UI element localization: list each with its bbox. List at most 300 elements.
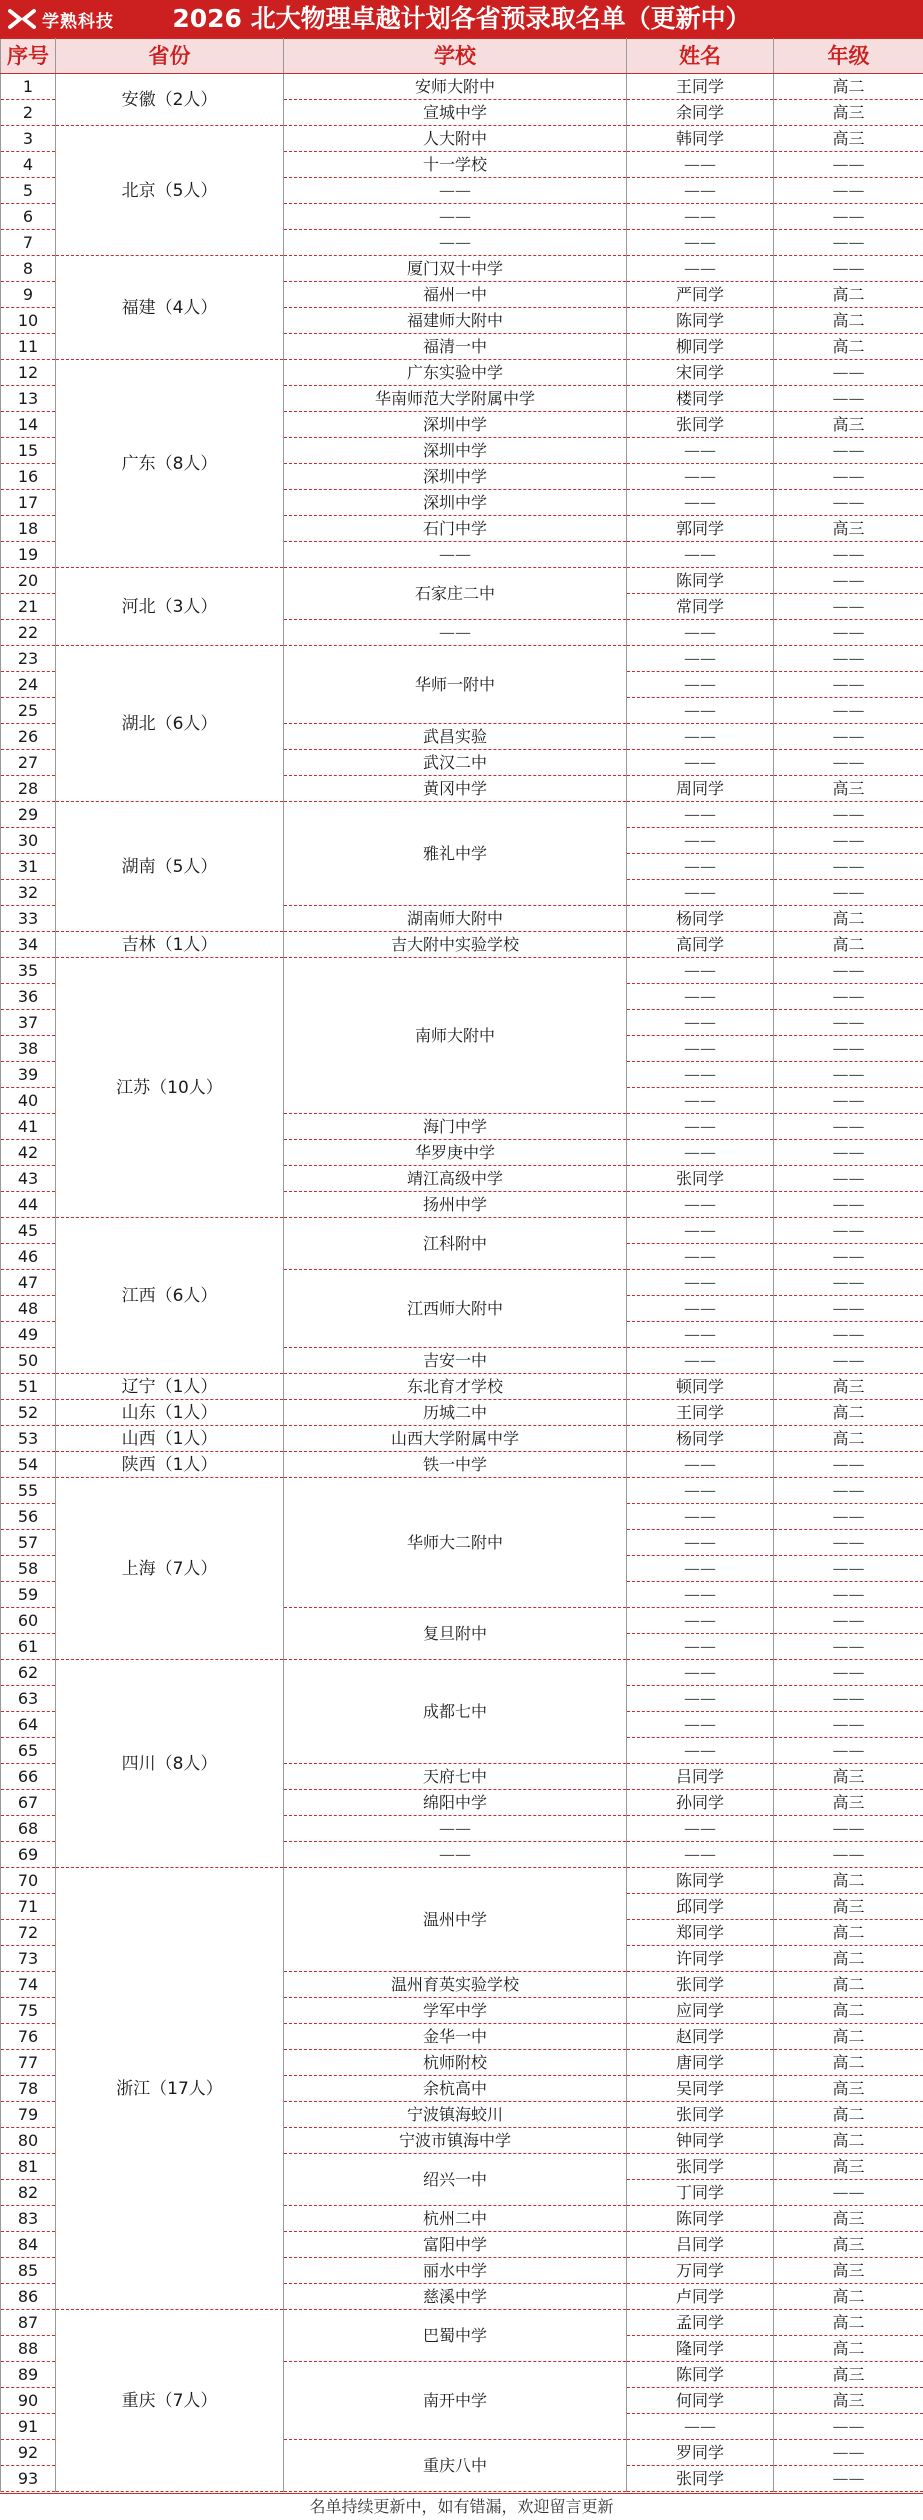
student-name-cell: —— bbox=[627, 1010, 774, 1036]
student-name-cell: —— bbox=[627, 1530, 774, 1556]
seq-cell: 7 bbox=[1, 230, 56, 256]
student-name-cell: 何同学 bbox=[627, 2388, 774, 2414]
school-cell: 人大附中 bbox=[284, 126, 627, 152]
grade-cell: 高二 bbox=[774, 308, 923, 334]
school-cell: 石门中学 bbox=[284, 516, 627, 542]
grade-cell: —— bbox=[774, 698, 923, 724]
student-name-cell: —— bbox=[627, 880, 774, 906]
school-cell: 华师大二附中 bbox=[284, 1478, 627, 1608]
seq-cell: 62 bbox=[1, 1660, 56, 1686]
student-name-cell: 吴同学 bbox=[627, 2076, 774, 2102]
table-row bbox=[1, 1452, 923, 1478]
seq-cell: 21 bbox=[1, 594, 56, 620]
page-header bbox=[0, 0, 923, 38]
student-name-cell: 丁同学 bbox=[627, 2180, 774, 2206]
grade-cell: —— bbox=[774, 2440, 923, 2466]
grade-cell: —— bbox=[774, 490, 923, 516]
table-row bbox=[1, 126, 923, 152]
seq-cell: 10 bbox=[1, 308, 56, 334]
student-name-cell: —— bbox=[627, 646, 774, 672]
student-name-cell: —— bbox=[627, 1608, 774, 1634]
table-row bbox=[1, 958, 923, 984]
student-name-cell: 郭同学 bbox=[627, 516, 774, 542]
seq-cell: 8 bbox=[1, 256, 56, 282]
grade-cell: 高三 bbox=[774, 1790, 923, 1816]
seq-cell: 43 bbox=[1, 1166, 56, 1192]
student-name-cell: —— bbox=[627, 1582, 774, 1608]
brand-logo bbox=[0, 7, 188, 32]
school-cell: 厦门双十中学 bbox=[284, 256, 627, 282]
seq-cell: 82 bbox=[1, 2180, 56, 2206]
student-name-cell: —— bbox=[627, 750, 774, 776]
seq-cell: 67 bbox=[1, 1790, 56, 1816]
seq-cell: 72 bbox=[1, 1920, 56, 1946]
school-cell: 华南师范大学附属中学 bbox=[284, 386, 627, 412]
seq-cell: 24 bbox=[1, 672, 56, 698]
student-name-cell: —— bbox=[627, 230, 774, 256]
seq-cell: 58 bbox=[1, 1556, 56, 1582]
seq-cell: 12 bbox=[1, 360, 56, 386]
province-cell: 吉林（1人） bbox=[56, 932, 284, 958]
student-name-cell: —— bbox=[627, 1270, 774, 1296]
seq-cell: 70 bbox=[1, 1868, 56, 1894]
grade-cell: —— bbox=[774, 724, 923, 750]
seq-cell: 84 bbox=[1, 2232, 56, 2258]
seq-cell: 83 bbox=[1, 2206, 56, 2232]
seq-cell: 5 bbox=[1, 178, 56, 204]
student-name-cell: 杨同学 bbox=[627, 1426, 774, 1452]
grade-cell: —— bbox=[774, 750, 923, 776]
school-cell: 广东实验中学 bbox=[284, 360, 627, 386]
seq-cell: 3 bbox=[1, 126, 56, 152]
seq-cell: 37 bbox=[1, 1010, 56, 1036]
student-name-cell: 罗同学 bbox=[627, 2440, 774, 2466]
school-cell: 华师一附中 bbox=[284, 646, 627, 724]
student-name-cell: —— bbox=[627, 178, 774, 204]
grade-cell: —— bbox=[774, 802, 923, 828]
school-cell: 复旦附中 bbox=[284, 1608, 627, 1660]
school-cell: 重庆八中 bbox=[284, 2440, 627, 2492]
school-cell: 慈溪中学 bbox=[284, 2284, 627, 2310]
grade-cell: 高三 bbox=[774, 2154, 923, 2180]
school-cell: 成都七中 bbox=[284, 1660, 627, 1764]
province-cell: 河北（3人） bbox=[56, 568, 284, 646]
student-name-cell: 张同学 bbox=[627, 1166, 774, 1192]
seq-cell: 47 bbox=[1, 1270, 56, 1296]
student-name-cell: 许同学 bbox=[627, 1946, 774, 1972]
student-name-cell: 周同学 bbox=[627, 776, 774, 802]
seq-cell: 4 bbox=[1, 152, 56, 178]
student-name-cell: —— bbox=[627, 204, 774, 230]
grade-cell: —— bbox=[774, 1348, 923, 1374]
grade-cell: —— bbox=[774, 1634, 923, 1660]
seq-cell: 93 bbox=[1, 2466, 56, 2492]
student-name-cell: 张同学 bbox=[627, 2154, 774, 2180]
grade-cell: —— bbox=[774, 1218, 923, 1244]
student-name-cell: —— bbox=[627, 828, 774, 854]
school-cell: 十一学校 bbox=[284, 152, 627, 178]
student-name-cell: —— bbox=[627, 984, 774, 1010]
grade-cell: —— bbox=[774, 1556, 923, 1582]
grade-cell: —— bbox=[774, 1842, 923, 1868]
grade-cell: —— bbox=[774, 1114, 923, 1140]
student-name-cell: —— bbox=[627, 1062, 774, 1088]
grade-cell: —— bbox=[774, 1140, 923, 1166]
school-cell: 雅礼中学 bbox=[284, 802, 627, 906]
grade-cell: —— bbox=[774, 1062, 923, 1088]
province-cell: 安徽（2人） bbox=[56, 74, 284, 126]
student-name-cell: 郑同学 bbox=[627, 1920, 774, 1946]
school-cell: 吉安一中 bbox=[284, 1348, 627, 1374]
student-name-cell: —— bbox=[627, 1114, 774, 1140]
school-cell: 黄冈中学 bbox=[284, 776, 627, 802]
grade-cell: —— bbox=[774, 1036, 923, 1062]
school-cell: 丽水中学 bbox=[284, 2258, 627, 2284]
table-body bbox=[1, 74, 923, 2492]
grade-cell: —— bbox=[774, 1816, 923, 1842]
grade-cell: —— bbox=[774, 1088, 923, 1114]
school-cell: 宁波市镇海中学 bbox=[284, 2128, 627, 2154]
grade-cell: —— bbox=[774, 1452, 923, 1478]
seq-cell: 38 bbox=[1, 1036, 56, 1062]
grade-cell: 高三 bbox=[774, 2206, 923, 2232]
table-row bbox=[1, 932, 923, 958]
brand-name: 学熟科技 bbox=[42, 7, 114, 32]
grade-cell: —— bbox=[774, 438, 923, 464]
seq-cell: 76 bbox=[1, 2024, 56, 2050]
table-row bbox=[1, 802, 923, 828]
seq-cell: 13 bbox=[1, 386, 56, 412]
student-name-cell: —— bbox=[627, 672, 774, 698]
seq-cell: 85 bbox=[1, 2258, 56, 2284]
student-name-cell: —— bbox=[627, 464, 774, 490]
student-name-cell: —— bbox=[627, 256, 774, 282]
province-cell: 陕西（1人） bbox=[56, 1452, 284, 1478]
student-name-cell: 陈同学 bbox=[627, 1868, 774, 1894]
table-row bbox=[1, 1426, 923, 1452]
school-cell: 深圳中学 bbox=[284, 464, 627, 490]
grade-cell: —— bbox=[774, 1296, 923, 1322]
student-name-cell: —— bbox=[627, 1244, 774, 1270]
grade-cell: —— bbox=[774, 360, 923, 386]
seq-cell: 31 bbox=[1, 854, 56, 880]
seq-cell: 40 bbox=[1, 1088, 56, 1114]
student-name-cell: 吕同学 bbox=[627, 1764, 774, 1790]
student-name-cell: —— bbox=[627, 698, 774, 724]
brand-mark-icon bbox=[8, 8, 36, 30]
seq-cell: 14 bbox=[1, 412, 56, 438]
student-name-cell: —— bbox=[627, 1660, 774, 1686]
student-name-cell: 吕同学 bbox=[627, 2232, 774, 2258]
school-cell: 东北育才学校 bbox=[284, 1374, 627, 1400]
student-name-cell: —— bbox=[627, 854, 774, 880]
seq-cell: 71 bbox=[1, 1894, 56, 1920]
student-name-cell: 常同学 bbox=[627, 594, 774, 620]
table-row bbox=[1, 74, 923, 100]
seq-cell: 89 bbox=[1, 2362, 56, 2388]
seq-cell: 87 bbox=[1, 2310, 56, 2336]
table-row bbox=[1, 568, 923, 594]
seq-cell: 15 bbox=[1, 438, 56, 464]
table-row bbox=[1, 1868, 923, 1894]
table-row bbox=[1, 1218, 923, 1244]
province-cell: 重庆（7人） bbox=[56, 2310, 284, 2492]
province-cell: 福建（4人） bbox=[56, 256, 284, 360]
seq-cell: 28 bbox=[1, 776, 56, 802]
table-row bbox=[1, 256, 923, 282]
seq-cell: 75 bbox=[1, 1998, 56, 2024]
school-cell: 温州育英实验学校 bbox=[284, 1972, 627, 1998]
grade-cell: —— bbox=[774, 828, 923, 854]
seq-cell: 65 bbox=[1, 1738, 56, 1764]
grade-cell: 高二 bbox=[774, 1426, 923, 1452]
grade-cell: 高二 bbox=[774, 282, 923, 308]
grade-cell: —— bbox=[774, 386, 923, 412]
seq-cell: 19 bbox=[1, 542, 56, 568]
grade-cell: 高三 bbox=[774, 2232, 923, 2258]
school-cell: 绵阳中学 bbox=[284, 1790, 627, 1816]
student-name-cell: —— bbox=[627, 1842, 774, 1868]
grade-cell: —— bbox=[774, 1608, 923, 1634]
seq-cell: 27 bbox=[1, 750, 56, 776]
school-cell: 铁一中学 bbox=[284, 1452, 627, 1478]
province-cell: 江苏（10人） bbox=[56, 958, 284, 1218]
table-row bbox=[1, 1478, 923, 1504]
seq-cell: 74 bbox=[1, 1972, 56, 1998]
grade-cell: 高二 bbox=[774, 334, 923, 360]
student-name-cell: 万同学 bbox=[627, 2258, 774, 2284]
seq-cell: 20 bbox=[1, 568, 56, 594]
grade-cell: 高二 bbox=[774, 2102, 923, 2128]
province-cell: 北京（5人） bbox=[56, 126, 284, 256]
student-name-cell: 严同学 bbox=[627, 282, 774, 308]
seq-cell: 64 bbox=[1, 1712, 56, 1738]
student-name-cell: 高同学 bbox=[627, 932, 774, 958]
seq-cell: 48 bbox=[1, 1296, 56, 1322]
grade-cell: 高三 bbox=[774, 2362, 923, 2388]
student-name-cell: 赵同学 bbox=[627, 2024, 774, 2050]
student-name-cell: 应同学 bbox=[627, 1998, 774, 2024]
student-name-cell: 陈同学 bbox=[627, 568, 774, 594]
student-name-cell: 张同学 bbox=[627, 2102, 774, 2128]
school-cell: 南师大附中 bbox=[284, 958, 627, 1114]
seq-cell: 42 bbox=[1, 1140, 56, 1166]
school-cell: —— bbox=[284, 620, 627, 646]
grade-cell: 高三 bbox=[774, 2258, 923, 2284]
school-cell: 南开中学 bbox=[284, 2362, 627, 2440]
grade-cell: —— bbox=[774, 880, 923, 906]
student-name-cell: 隆同学 bbox=[627, 2336, 774, 2362]
student-name-cell: —— bbox=[627, 1192, 774, 1218]
grade-cell: 高二 bbox=[774, 2050, 923, 2076]
grade-cell: —— bbox=[774, 1504, 923, 1530]
seq-cell: 39 bbox=[1, 1062, 56, 1088]
student-name-cell: —— bbox=[627, 958, 774, 984]
school-cell: 巴蜀中学 bbox=[284, 2310, 627, 2362]
grade-cell: 高三 bbox=[774, 100, 923, 126]
column-header-school: 学校 bbox=[284, 39, 627, 74]
school-cell: 富阳中学 bbox=[284, 2232, 627, 2258]
school-cell: 福清一中 bbox=[284, 334, 627, 360]
student-name-cell: —— bbox=[627, 1036, 774, 1062]
student-name-cell: —— bbox=[627, 1686, 774, 1712]
school-cell: 宣城中学 bbox=[284, 100, 627, 126]
student-name-cell: 张同学 bbox=[627, 1972, 774, 1998]
seq-cell: 56 bbox=[1, 1504, 56, 1530]
school-cell: 湖南师大附中 bbox=[284, 906, 627, 932]
grade-cell: —— bbox=[774, 464, 923, 490]
student-name-cell: 宋同学 bbox=[627, 360, 774, 386]
seq-cell: 29 bbox=[1, 802, 56, 828]
seq-cell: 49 bbox=[1, 1322, 56, 1348]
seq-cell: 60 bbox=[1, 1608, 56, 1634]
seq-cell: 22 bbox=[1, 620, 56, 646]
grade-cell: 高三 bbox=[774, 126, 923, 152]
province-cell: 湖北（6人） bbox=[56, 646, 284, 802]
student-name-cell: 孙同学 bbox=[627, 1790, 774, 1816]
province-cell: 广东（8人） bbox=[56, 360, 284, 568]
school-cell: 天府七中 bbox=[284, 1764, 627, 1790]
student-name-cell: 王同学 bbox=[627, 74, 774, 100]
school-cell: 深圳中学 bbox=[284, 438, 627, 464]
school-cell: 江科附中 bbox=[284, 1218, 627, 1270]
student-name-cell: 陈同学 bbox=[627, 2362, 774, 2388]
student-name-cell: —— bbox=[627, 1140, 774, 1166]
school-cell: —— bbox=[284, 1816, 627, 1842]
seq-cell: 1 bbox=[1, 74, 56, 100]
seq-cell: 6 bbox=[1, 204, 56, 230]
school-cell: 宁波镇海蛟川 bbox=[284, 2102, 627, 2128]
school-cell: 吉大附中实验学校 bbox=[284, 932, 627, 958]
school-cell: 海门中学 bbox=[284, 1114, 627, 1140]
grade-cell: —— bbox=[774, 1166, 923, 1192]
page-title: 2026 北大物理卓越计划各省预录取名单（更新中） bbox=[0, 0, 923, 38]
seq-cell: 66 bbox=[1, 1764, 56, 1790]
province-cell: 上海（7人） bbox=[56, 1478, 284, 1660]
seq-cell: 18 bbox=[1, 516, 56, 542]
student-name-cell: 陈同学 bbox=[627, 2206, 774, 2232]
grade-cell: —— bbox=[774, 672, 923, 698]
seq-cell: 59 bbox=[1, 1582, 56, 1608]
grade-cell: 高二 bbox=[774, 1400, 923, 1426]
student-name-cell: —— bbox=[627, 1504, 774, 1530]
grade-cell: 高三 bbox=[774, 1764, 923, 1790]
grade-cell: —— bbox=[774, 230, 923, 256]
seq-cell: 9 bbox=[1, 282, 56, 308]
grade-cell: —— bbox=[774, 256, 923, 282]
grade-cell: 高二 bbox=[774, 2336, 923, 2362]
seq-cell: 51 bbox=[1, 1374, 56, 1400]
school-cell: 靖江高级中学 bbox=[284, 1166, 627, 1192]
grade-cell: —— bbox=[774, 1010, 923, 1036]
grade-cell: 高二 bbox=[774, 1972, 923, 1998]
student-name-cell: —— bbox=[627, 620, 774, 646]
table-row bbox=[1, 2310, 923, 2336]
seq-cell: 61 bbox=[1, 1634, 56, 1660]
column-header-grade: 年级 bbox=[774, 39, 923, 74]
grade-cell: —— bbox=[774, 2466, 923, 2492]
grade-cell: 高三 bbox=[774, 1894, 923, 1920]
grade-cell: 高二 bbox=[774, 2024, 923, 2050]
grade-cell: —— bbox=[774, 1660, 923, 1686]
seq-cell: 25 bbox=[1, 698, 56, 724]
school-cell: 扬州中学 bbox=[284, 1192, 627, 1218]
admission-table bbox=[0, 38, 923, 2492]
student-name-cell: —— bbox=[627, 152, 774, 178]
seq-cell: 44 bbox=[1, 1192, 56, 1218]
school-cell: —— bbox=[284, 230, 627, 256]
school-cell: —— bbox=[284, 1842, 627, 1868]
grade-cell: 高二 bbox=[774, 1998, 923, 2024]
grade-cell: —— bbox=[774, 984, 923, 1010]
student-name-cell: —— bbox=[627, 1218, 774, 1244]
grade-cell: —— bbox=[774, 1582, 923, 1608]
student-name-cell: 柳同学 bbox=[627, 334, 774, 360]
seq-cell: 36 bbox=[1, 984, 56, 1010]
province-cell: 山东（1人） bbox=[56, 1400, 284, 1426]
table-row bbox=[1, 360, 923, 386]
school-cell: 温州中学 bbox=[284, 1868, 627, 1972]
grade-cell: —— bbox=[774, 1244, 923, 1270]
grade-cell: —— bbox=[774, 1270, 923, 1296]
seq-cell: 2 bbox=[1, 100, 56, 126]
grade-cell: 高三 bbox=[774, 412, 923, 438]
student-name-cell: 孟同学 bbox=[627, 2310, 774, 2336]
student-name-cell: 钟同学 bbox=[627, 2128, 774, 2154]
footer-note: 名单持续更新中，如有错漏，欢迎留言更新 bbox=[0, 2493, 923, 2520]
column-header-name: 姓名 bbox=[627, 39, 774, 74]
student-name-cell: 张同学 bbox=[627, 412, 774, 438]
grade-cell: 高三 bbox=[774, 2076, 923, 2102]
student-name-cell: —— bbox=[627, 2414, 774, 2440]
school-cell: —— bbox=[284, 204, 627, 230]
school-cell: 华罗庚中学 bbox=[284, 1140, 627, 1166]
seq-cell: 45 bbox=[1, 1218, 56, 1244]
student-name-cell: 卢同学 bbox=[627, 2284, 774, 2310]
seq-cell: 86 bbox=[1, 2284, 56, 2310]
school-cell: 福建师大附中 bbox=[284, 308, 627, 334]
grade-cell: —— bbox=[774, 568, 923, 594]
school-cell: 余杭高中 bbox=[284, 2076, 627, 2102]
grade-cell: 高二 bbox=[774, 932, 923, 958]
school-cell: 杭州二中 bbox=[284, 2206, 627, 2232]
student-name-cell: —— bbox=[627, 1296, 774, 1322]
seq-cell: 35 bbox=[1, 958, 56, 984]
grade-cell: —— bbox=[774, 152, 923, 178]
province-cell: 四川（8人） bbox=[56, 1660, 284, 1868]
student-name-cell: —— bbox=[627, 1088, 774, 1114]
school-cell: 福州一中 bbox=[284, 282, 627, 308]
student-name-cell: 陈同学 bbox=[627, 308, 774, 334]
grade-cell: —— bbox=[774, 646, 923, 672]
seq-cell: 30 bbox=[1, 828, 56, 854]
school-cell: 石家庄二中 bbox=[284, 568, 627, 620]
student-name-cell: —— bbox=[627, 724, 774, 750]
seq-cell: 50 bbox=[1, 1348, 56, 1374]
seq-cell: 11 bbox=[1, 334, 56, 360]
school-cell: 江西师大附中 bbox=[284, 1270, 627, 1348]
grade-cell: 高三 bbox=[774, 516, 923, 542]
student-name-cell: 唐同学 bbox=[627, 2050, 774, 2076]
seq-cell: 63 bbox=[1, 1686, 56, 1712]
grade-cell: —— bbox=[774, 1478, 923, 1504]
grade-cell: —— bbox=[774, 1322, 923, 1348]
grade-cell: —— bbox=[774, 542, 923, 568]
school-cell: 杭师附校 bbox=[284, 2050, 627, 2076]
grade-cell: 高三 bbox=[774, 776, 923, 802]
grade-cell: —— bbox=[774, 1712, 923, 1738]
grade-cell: —— bbox=[774, 594, 923, 620]
